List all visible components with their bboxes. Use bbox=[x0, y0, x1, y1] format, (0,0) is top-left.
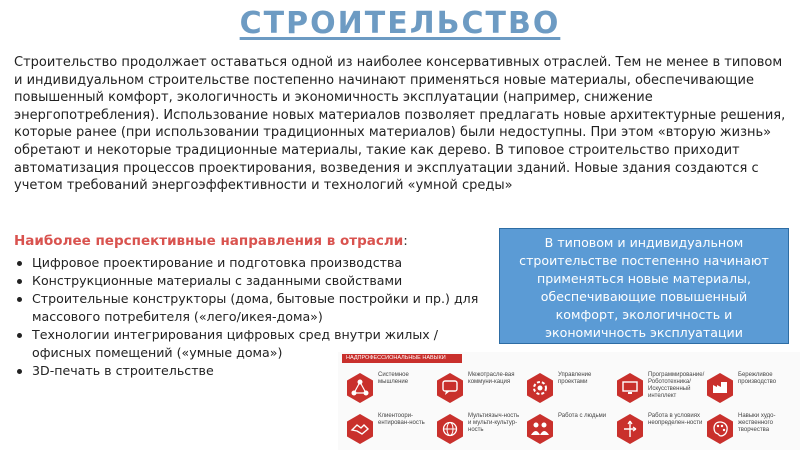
skills-panel-header: НАДПРОФЕССИОНАЛЬНЫЕ НАВЫКИ bbox=[342, 354, 462, 363]
skill-label: Межотрасле-вая коммуни-кация bbox=[468, 372, 515, 385]
page-title: СТРОИТЕЛЬСТВО bbox=[239, 6, 561, 41]
factory-icon bbox=[706, 372, 734, 404]
skill-tile bbox=[702, 409, 792, 449]
palette-icon bbox=[706, 413, 734, 445]
list-item: Технологии интегрирования цифровых сред внутри жилых / офисных помещений («умные дома») bbox=[14, 326, 484, 362]
network-icon bbox=[346, 372, 374, 404]
skill-label: Управление проектами bbox=[558, 372, 592, 385]
skill-label: Работа в условиях неопределен-ности bbox=[648, 413, 703, 426]
skill-tile bbox=[522, 368, 612, 408]
skill-tile bbox=[342, 368, 432, 408]
handshake-icon bbox=[346, 413, 374, 445]
monitor-icon bbox=[616, 372, 644, 404]
list-item: Цифровое проектирование и подготовка производства bbox=[14, 254, 484, 272]
chat-icon bbox=[436, 372, 464, 404]
skills-panel bbox=[338, 352, 800, 450]
skill-tile bbox=[612, 368, 705, 408]
skill-label: Системное мышление bbox=[378, 372, 409, 385]
skill-label: Бережливое производство bbox=[738, 372, 777, 385]
gear-icon bbox=[526, 372, 554, 404]
directions-heading-text: Наиболее перспективные направления в отрасли bbox=[14, 233, 404, 249]
skill-tile bbox=[432, 368, 522, 408]
list-item: 3D-печать в строительстве bbox=[14, 362, 484, 380]
skill-label: Навыки худо-жественного творчества bbox=[738, 413, 776, 433]
skill-label: Программирование/ Робототехника/ Искусственный интеллект bbox=[648, 372, 705, 399]
globe-icon bbox=[436, 413, 464, 445]
skill-label: Мультиязыч-ность и мульти-культур-ность bbox=[468, 413, 520, 433]
directions-heading bbox=[14, 233, 408, 249]
callout-box: В типовом и индивидуальном строительстве постепенно начинают применяться новые материалы, обеспечивающие повышенный комфорт, экологичность и экономичность эксплуатации bbox=[499, 228, 789, 344]
people-icon bbox=[526, 413, 554, 445]
skill-label: Клиентоори-ентирован-ность bbox=[378, 413, 425, 426]
intro-paragraph: Строительство продолжает оставаться одной из наиболее консервативных отраслей. Тем не менее в типовом и индивидуальном строительстве постепенно начинают применяться новые материалы, обеспечивающие повышенный комфорт, экологичность и экономичность эксплуатации (например, снижение энергопотребления). Использование новых материалов позволяет предлагать новые архитектурные решения, которые ранее (при использовании традиционных материалов) были недоступны. При этом «вторую жизнь» обретают и некоторые традиционные материалы, такие как дерево. В типовое строительство приходит автоматизация процессов проектирования, возведения и эксплуатации зданий. Новые здания создаются с учетом требований энергоэффективности и технологий «умной среды» bbox=[14, 55, 786, 194]
list-item: Конструкционные материалы с заданными свойствами bbox=[14, 272, 484, 290]
skill-tile bbox=[612, 409, 702, 449]
skill-tile bbox=[702, 368, 792, 408]
directions-heading-colon: : bbox=[403, 233, 408, 249]
skill-label: Работа с людьми bbox=[558, 413, 607, 419]
list-item: Строительные конструкторы (дома, бытовые постройки и пр.) для массового потребителя («лего/икея-дома») bbox=[14, 290, 484, 326]
skill-tile bbox=[432, 409, 522, 449]
skill-tile bbox=[522, 409, 612, 449]
skill-tile bbox=[342, 409, 432, 449]
arrows-icon bbox=[616, 413, 644, 445]
